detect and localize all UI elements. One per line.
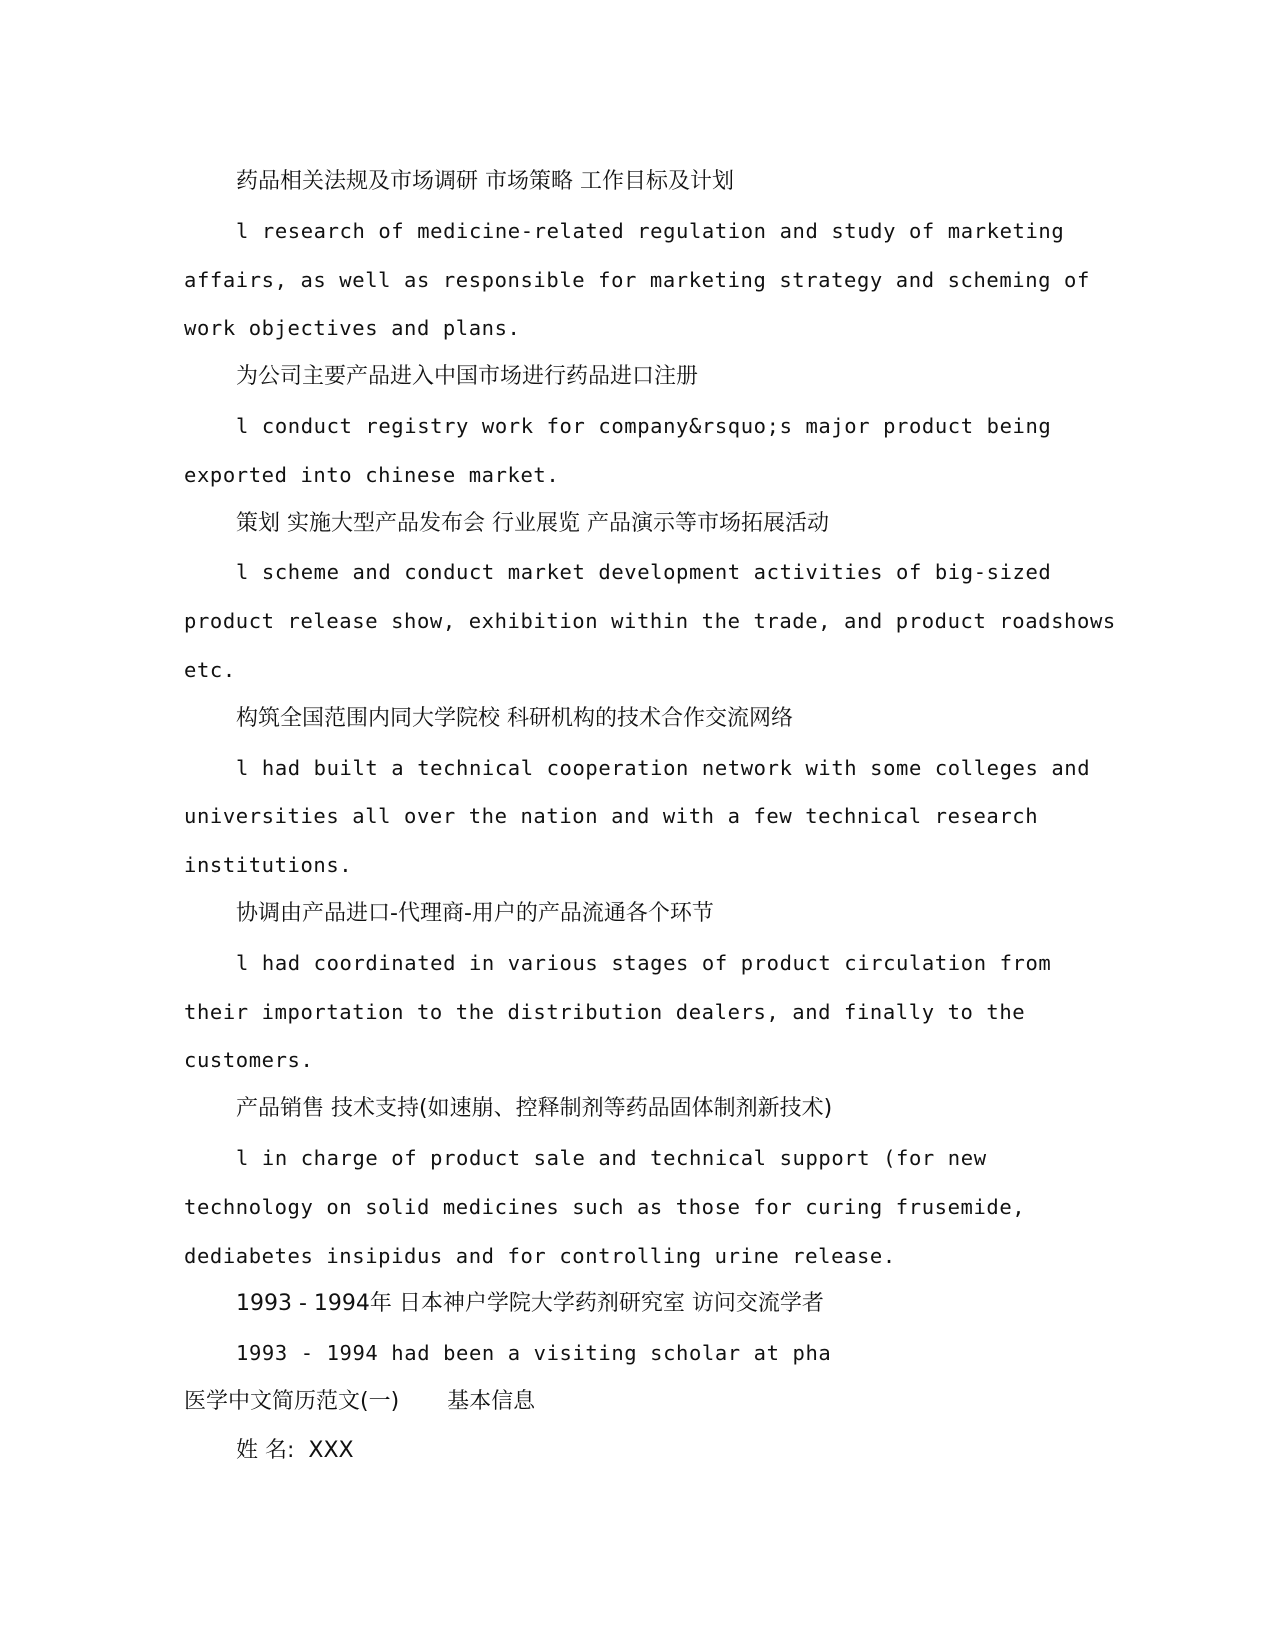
paragraph-line: etc. — [184, 657, 236, 682]
paragraph-line: 药品相关法规及市场调研 市场策略 工作目标及计划 — [236, 169, 734, 194]
section-heading — [184, 1378, 1084, 1427]
paragraph-line: exported into chinese market. — [184, 462, 560, 487]
paragraph-line: 为公司主要产品进入中国市场进行药品进口注册 — [236, 364, 699, 390]
paragraph-line: 构筑全国范围内同大学院校 科研机构的技术合作交流网络 — [236, 705, 793, 731]
paragraph-line: dediabetes insipidus and for controlling urine release. — [184, 1243, 896, 1268]
paragraph-line: l had built a technical cooperation network with some colleges and — [236, 755, 1091, 780]
paragraph-line: work objectives and plans. — [184, 316, 521, 341]
paragraph-line: customers. — [184, 1048, 314, 1073]
paragraph-line: affairs, as well as responsible for marketing strategy and scheming of — [184, 267, 1090, 292]
paragraph-line: their importation to the distribution dealers, and finally to the — [184, 999, 1026, 1024]
paragraph-line: product release show, exhibition within the trade, and product roadshows — [184, 609, 1116, 634]
paragraph-line: 产品销售 技术支持(如速崩、控释制剂等药品固体制剂新技术) — [236, 1096, 833, 1122]
document-body — [184, 158, 1116, 1476]
name-value: XXX — [308, 1437, 354, 1463]
paragraph-line: institutions. — [184, 853, 353, 878]
paragraph-line: 1993 - 1994 had been a visiting scholar at pha — [236, 1341, 832, 1366]
paragraph-line: l scheme and conduct market development activities of big-sized — [236, 560, 1052, 585]
paragraph-line: 策划 实施大型产品发布会 行业展览 产品演示等市场拓展活动 — [236, 510, 829, 536]
paragraph-line: 1993 - 1994年 日本神户学院大学药剂研究室 访问交流学者 — [236, 1291, 824, 1317]
paragraph-line: l research of medicine-related regulation and study of marketing — [236, 218, 1065, 243]
paragraph-line: l had coordinated in various stages of product circulation from — [236, 950, 1052, 975]
name-field — [184, 1427, 1084, 1476]
name-label: 姓 名: — [236, 1437, 295, 1463]
section-title: 医学中文简历范文(一) — [184, 1388, 400, 1414]
paragraph-line: technology on solid medicines such as those for curing frusemide, — [184, 1194, 1026, 1219]
section-subtitle: 基本信息 — [447, 1388, 536, 1414]
paragraph-line: 协调由产品进口-代理商-用户的产品流通各个环节 — [236, 900, 714, 926]
paragraph-line: l conduct registry work for company&rsquo;s major product being — [236, 413, 1052, 438]
paragraph-line: l in charge of product sale and technical support (for new — [236, 1145, 987, 1170]
paragraph-line: universities all over the nation and with a few technical research — [184, 804, 1039, 829]
